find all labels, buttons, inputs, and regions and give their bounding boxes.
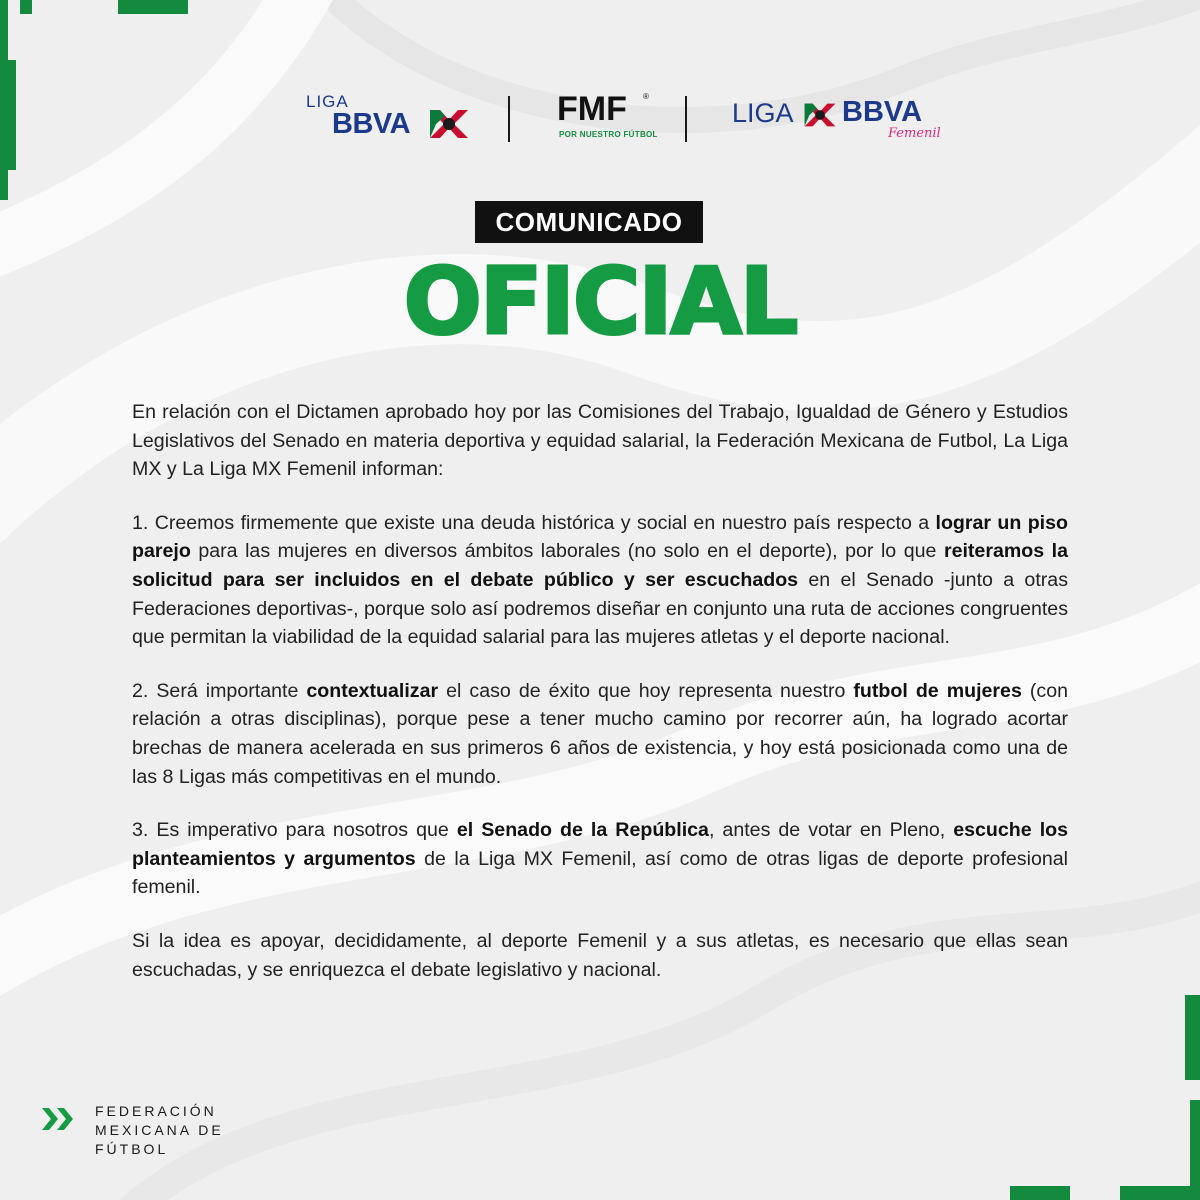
logo-divider [685,96,687,142]
liga-mx-emblem-icon [802,102,838,128]
fmf-logo: FMF ® POR NUESTRO FÚTBOL [557,90,658,139]
point-1-paragraph: 1. Creemos firmemente que existe una deuda histórica y social en nuestro país respecto a lograr un piso parejo para las mujeres en diversos ámbitos laborales (no solo en el deporte), por lo que reiteramos la solicitud para ser incluidos en el debate público y ser escuchados en el Senado -junto a otras Federaciones deportivas-, porque solo así podremos diseñar en conjunto una ruta de acciones congruentes que permitan la viabilidad de la equidad salarial para las mujeres atletas y el deporte nacional. [132,511,1068,649]
comunicado-badge: COMUNICADO [475,201,703,243]
corner-decoration [1190,1100,1200,1190]
statement-body [132,398,1068,1009]
point-2-paragraph: 2. Será importante contextualizar el caso de éxito que hoy representa nuestro futbol de mujeres (con relación a otras disciplinas), porque pese a tener mucho camino por recorrer aún, ha logrado acortar brechas de manera acelerada en sus primeros 6 años de existencia, y hoy está posicionada como una de las 8 Ligas más competitivas en el mundo. [132,679,1068,788]
liga-mx-emblem-icon [428,108,470,140]
page-title: OFICIAL [403,248,797,355]
intro-paragraph: En relación con el Dictamen aprobado hoy por las Comisiones del Trabajo, Igualdad de Género y Estudios Legislativos del Senado en materia deportiva y equidad salarial, la Federación Mexicana de Futbol, La Liga MX y La Liga MX Femenil informan: [132,401,1068,481]
double-chevron-icon [40,1106,76,1132]
partner-logos [0,88,1200,148]
corner-decoration [1185,995,1200,1080]
liga-bbva-mx-logo: LIGA BBVA [300,88,475,148]
logo-divider [508,96,510,142]
point-3-paragraph: 3. Es imperativo para nosotros que el Senado de la República, antes de votar en Pleno, escuche los planteamientos y argumentos de la Liga MX Femenil, así como de otras ligas de deporte profesional femenil. [132,819,1068,899]
liga-bbva-femenil-logo: LIGA BBVA Femenil [732,96,941,141]
corner-decoration [1010,1186,1070,1200]
federation-name: FEDERACIÓN MEXICANA DE FÚTBOL [95,1103,224,1157]
corner-decoration [1120,1186,1200,1200]
closing-paragraph: Si la idea es apoyar, decididamente, al deporte Femenil y a sus atletas, es necesario que ellas sean escuchadas, y se enriquezca el debate legislativo y nacional. [132,929,1068,981]
corner-decoration [118,0,188,14]
corner-decoration [20,0,32,14]
